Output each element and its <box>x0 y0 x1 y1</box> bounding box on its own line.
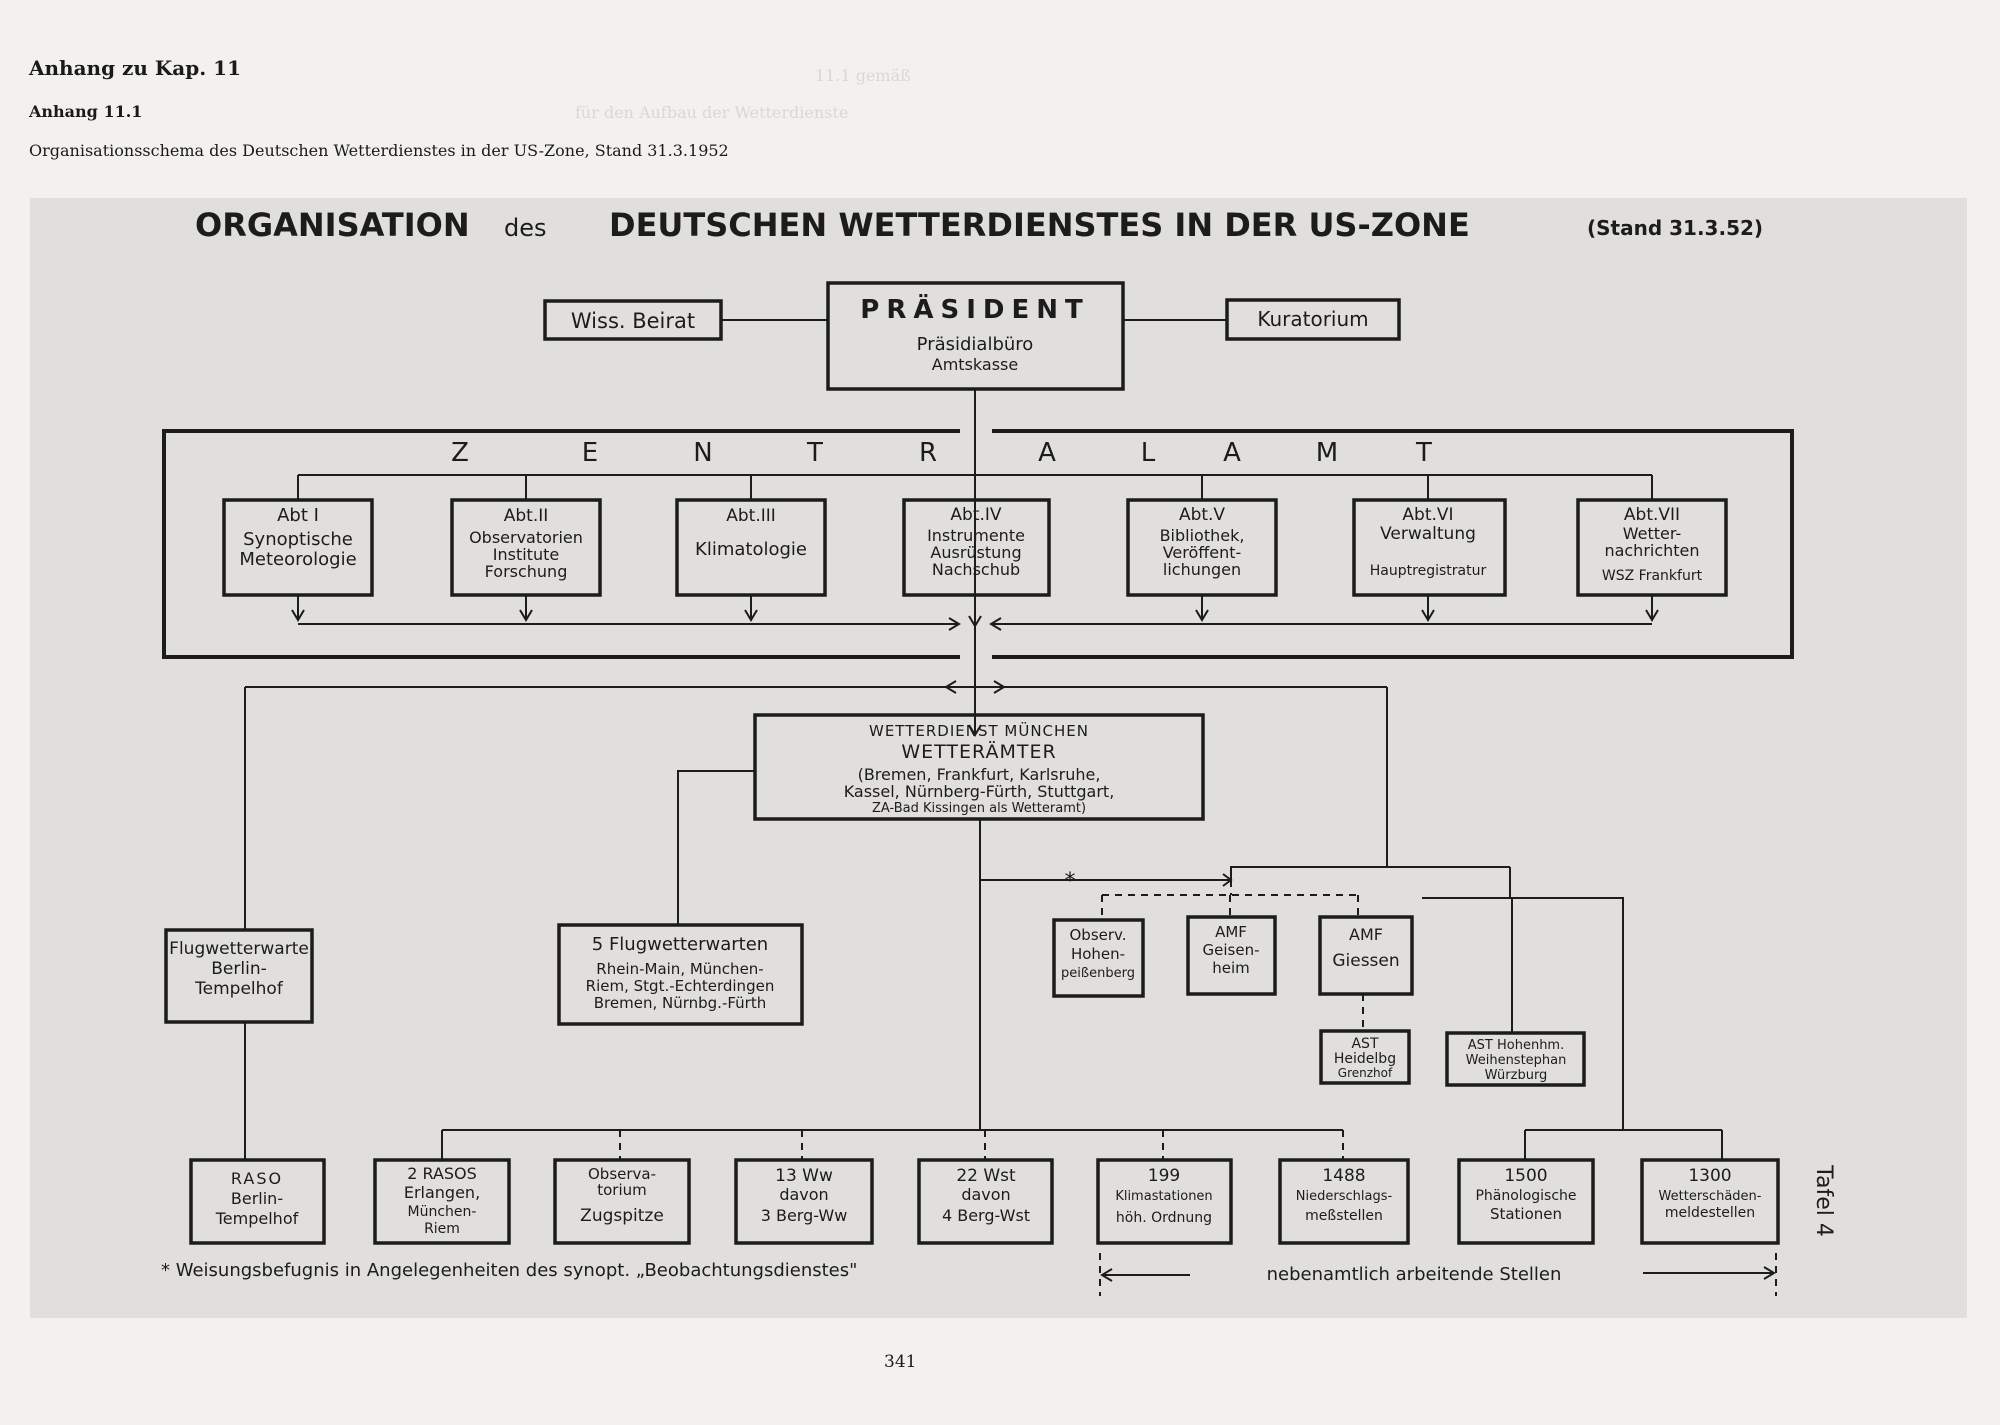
svg-text:meldestellen: meldestellen <box>1664 1205 1756 1221</box>
tafel-label: Tafel 4 <box>1811 1165 1836 1237</box>
ast-line: AST <box>1351 1036 1379 1052</box>
bottom-box <box>375 1160 509 1243</box>
zentralamt-letter: M <box>1315 438 1339 468</box>
svg-text:Tempelhof: Tempelhof <box>215 1209 299 1228</box>
svg-text:Verwaltung: Verwaltung <box>1380 524 1476 544</box>
abteilung-boxes <box>224 475 1726 595</box>
connector <box>1422 867 1510 898</box>
svg-text:Nachschub: Nachschub <box>931 560 1021 579</box>
svg-text:Abt.VI: Abt.VI <box>1402 505 1454 525</box>
amf-line: Geisen- <box>1202 941 1260 959</box>
chart-title: ORGANISATION <box>195 206 470 244</box>
flugwetterwarte-line: Flugwetterwarte <box>169 939 309 959</box>
svg-text:13 Ww: 13 Ww <box>775 1166 833 1186</box>
svg-text:Institute: Institute <box>492 545 560 564</box>
bleed-through-text: 11.1 gemäß <box>815 66 911 85</box>
svg-text:davon: davon <box>779 1185 829 1204</box>
svg-text:Wetterschäden-: Wetterschäden- <box>1658 1189 1762 1204</box>
figure-caption: Organisationsschema des Deutschen Wetterdienstes in der US-Zone, Stand 31.3.1952 <box>29 141 729 160</box>
flugwetterwarten-line: Rhein-Main, München- <box>596 960 764 978</box>
abteilung-box <box>677 475 825 595</box>
wetterdienst-line5: ZA-Bad Kissingen als Wetteramt) <box>871 801 1087 816</box>
svg-text:1488: 1488 <box>1322 1166 1366 1186</box>
abteilung-box <box>904 475 1049 595</box>
zentralamt-letter: T <box>807 438 823 468</box>
svg-text:Phänologische: Phänologische <box>1475 1188 1577 1204</box>
page-number: 341 <box>884 1352 917 1372</box>
svg-text:22 Wst: 22 Wst <box>956 1166 1016 1186</box>
svg-text:Synoptische: Synoptische <box>243 529 353 550</box>
observ-line: Hohen- <box>1070 945 1126 963</box>
bottom-box <box>1098 1160 1231 1243</box>
svg-text:München-: München- <box>407 1204 477 1220</box>
chart-title-des: des <box>504 214 547 242</box>
flugwetterwarten-line: 5 Flugwetterwarten <box>591 934 769 955</box>
zentralamt-letter: A <box>1038 438 1056 468</box>
zentralamt-label <box>451 438 1432 468</box>
svg-text:Hauptregistratur: Hauptregistratur <box>1369 563 1487 579</box>
zentralamt-letter: Z <box>451 438 469 468</box>
svg-text:nachrichten: nachrichten <box>1604 541 1700 560</box>
bottom-boxes <box>191 1160 1778 1243</box>
bottom-box <box>191 1160 324 1243</box>
org-chart-figure <box>30 198 1967 1318</box>
svg-text:Abt.III: Abt.III <box>726 506 776 526</box>
svg-text:davon: davon <box>961 1185 1011 1204</box>
svg-text:Abt.II: Abt.II <box>503 506 549 526</box>
zentralamt-letter: E <box>581 438 599 468</box>
connector <box>1231 867 1387 880</box>
zentralamt-letter: A <box>1223 438 1241 468</box>
org-chart-svg <box>30 198 1967 1318</box>
observ-line: Observ. <box>1069 926 1127 944</box>
svg-text:4 Berg-Wst: 4 Berg-Wst <box>941 1206 1031 1225</box>
abteilung-box <box>1128 475 1276 595</box>
svg-text:meßstellen: meßstellen <box>1305 1208 1383 1224</box>
bottom-box <box>1280 1160 1408 1243</box>
zentralamt-letter: L <box>1140 438 1156 468</box>
svg-text:Abt I: Abt I <box>277 505 319 526</box>
zentralamt-letter: R <box>918 438 938 468</box>
svg-text:Observa-: Observa- <box>587 1165 657 1183</box>
svg-text:Zugspitze: Zugspitze <box>580 1206 664 1226</box>
zentralamt-letter: N <box>693 438 713 468</box>
svg-text:Observatorien: Observatorien <box>469 528 583 547</box>
praesident-line2: Amtskasse <box>931 355 1019 374</box>
zentralamt-letter: T <box>1416 438 1432 468</box>
praesident-line1: Präsidialbüro <box>916 334 1034 355</box>
chapter-heading: Anhang zu Kap. 11 <box>29 56 241 80</box>
appendix-heading: Anhang 11.1 <box>29 102 143 121</box>
ast-line: AST Hohenhm. <box>1467 1038 1565 1053</box>
svg-text:Abt.V: Abt.V <box>1178 505 1226 525</box>
svg-text:Klimastationen: Klimastationen <box>1115 1189 1213 1204</box>
wetterdienst-line1: WETTERDIENST MÜNCHEN <box>869 722 1089 740</box>
svg-text:1300: 1300 <box>1688 1166 1732 1186</box>
svg-text:Riem: Riem <box>424 1221 460 1237</box>
wetterdienst-line2: WETTERÄMTER <box>901 741 1057 763</box>
flugwetterwarte-line: Berlin- <box>211 959 267 979</box>
flugwetterwarte-line: Tempelhof <box>195 979 283 999</box>
svg-text:2 RASOS: 2 RASOS <box>407 1164 477 1183</box>
svg-text:Instrumente: Instrumente <box>927 526 1025 545</box>
svg-text:RASO: RASO <box>230 1169 284 1188</box>
svg-text:Veröffent-: Veröffent- <box>1162 543 1242 562</box>
svg-text:199: 199 <box>1147 1166 1181 1186</box>
connector <box>678 771 755 925</box>
ast-line: Weihenstephan <box>1465 1053 1567 1068</box>
star-marker: * <box>1064 869 1076 894</box>
flugwetterwarten-line: Bremen, Nürnbg.-Fürth <box>593 994 767 1012</box>
flugwetterwarten-line: Riem, Stgt.-Echterdingen <box>585 977 775 995</box>
bottom-box <box>736 1160 872 1243</box>
chart-title-stand: (Stand 31.3.52) <box>1587 216 1764 240</box>
abteilung-box <box>1578 475 1726 595</box>
svg-text:lichungen: lichungen <box>1162 560 1242 579</box>
bottom-box <box>555 1160 689 1243</box>
svg-text:3 Berg-Ww: 3 Berg-Ww <box>760 1206 848 1225</box>
chart-title-rest: DEUTSCHEN WETTERDIENSTES IN DER US-ZONE <box>609 206 1470 244</box>
connector <box>1510 898 1623 1130</box>
amf-line: AMF <box>1349 925 1383 944</box>
svg-text:Stationen: Stationen <box>1489 1205 1563 1223</box>
abteilung-box <box>452 475 600 595</box>
svg-text:Klimatologie: Klimatologie <box>695 539 807 560</box>
wiss-beirat-label: Wiss. Beirat <box>570 309 696 333</box>
bottom-box <box>1642 1160 1778 1243</box>
svg-text:WSZ Frankfurt: WSZ Frankfurt <box>1601 568 1703 584</box>
bleed-through-text: für den Aufbau der Wetterdienste <box>575 103 849 122</box>
svg-text:Wetter-: Wetter- <box>1622 524 1682 543</box>
amf-line: heim <box>1212 959 1250 977</box>
svg-text:Berlin-: Berlin- <box>230 1189 284 1208</box>
bottom-box <box>1459 1160 1593 1243</box>
observ-line: peißenberg <box>1061 966 1135 981</box>
svg-text:Meteorologie: Meteorologie <box>239 549 357 570</box>
amf-line: Giessen <box>1332 951 1400 971</box>
wetterdienst-line4: Kassel, Nürnberg-Fürth, Stuttgart, <box>843 782 1115 801</box>
svg-text:Abt.IV: Abt.IV <box>950 505 1002 525</box>
svg-text:Abt.VII: Abt.VII <box>1623 505 1681 525</box>
svg-text:Ausrüstung: Ausrüstung <box>930 543 1022 562</box>
svg-text:Niederschlags-: Niederschlags- <box>1295 1189 1393 1204</box>
svg-text:Erlangen,: Erlangen, <box>403 1183 481 1202</box>
kuratorium-label: Kuratorium <box>1257 307 1369 331</box>
svg-text:torium: torium <box>597 1181 647 1199</box>
svg-text:Forschung: Forschung <box>484 562 568 581</box>
nebenamtlich-label: nebenamtlich arbeitende Stellen <box>1266 1264 1562 1285</box>
abteilung-box <box>1354 475 1505 595</box>
svg-text:Bibliothek,: Bibliothek, <box>1159 526 1245 545</box>
praesident-title: PRÄSIDENT <box>860 295 1090 325</box>
bottom-box <box>919 1160 1052 1243</box>
ast-line: Würzburg <box>1484 1068 1548 1083</box>
amf-line: AMF <box>1215 923 1247 941</box>
ast-line: Heidelbg <box>1333 1051 1397 1067</box>
svg-text:1500: 1500 <box>1504 1166 1548 1186</box>
ast-line: Grenzhof <box>1337 1066 1393 1080</box>
svg-text:höh. Ordnung: höh. Ordnung <box>1115 1210 1213 1226</box>
wetterdienst-line3: (Bremen, Frankfurt, Karlsruhe, <box>857 765 1101 784</box>
abteilung-box <box>224 475 372 595</box>
footnote: * Weisungsbefugnis in Angelegenheiten des synopt. „Beobachtungsdienstes" <box>161 1260 858 1281</box>
